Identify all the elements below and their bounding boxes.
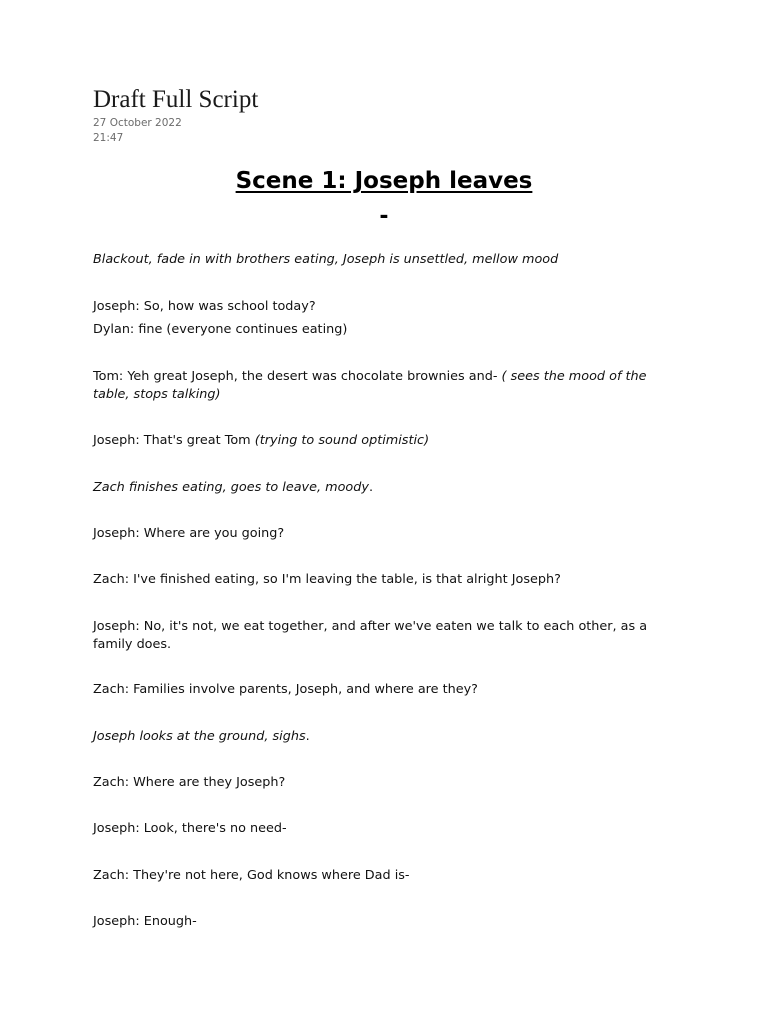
stage-direction-text: Zach finishes eating, goes to leave, moody bbox=[93, 480, 369, 495]
stage-direction bbox=[93, 251, 653, 269]
stage-note: (trying to sound optimistic) bbox=[254, 433, 430, 448]
document-title: Draft Full Script bbox=[93, 86, 259, 113]
dialogue-text: Joseph: Look, there's no need- bbox=[93, 821, 287, 836]
dialogue-line bbox=[93, 525, 653, 543]
dialogue-line bbox=[93, 820, 653, 838]
stage-direction-line bbox=[93, 479, 653, 497]
dialogue-line bbox=[93, 432, 653, 450]
stage-direction-line bbox=[93, 728, 653, 746]
dialogue-text: Zach: Families involve parents, Joseph, and where are they? bbox=[93, 682, 478, 697]
document-time: 21:47 bbox=[93, 132, 124, 144]
scene-heading-dash: - bbox=[379, 204, 389, 229]
dialogue-line bbox=[93, 681, 653, 699]
stage-direction-period: . bbox=[305, 729, 310, 744]
dialogue-line bbox=[93, 913, 653, 931]
dialogue-line bbox=[93, 618, 653, 654]
stage-direction-period: . bbox=[368, 480, 374, 495]
dialogue-line bbox=[93, 867, 653, 885]
scene-heading: Scene 1: Joseph leaves bbox=[235, 168, 533, 194]
document-date: 27 October 2022 bbox=[93, 117, 182, 129]
dialogue-text: Dylan: fine (everyone continues eating) bbox=[93, 322, 348, 337]
stage-note: ( sees the mood of the table, stops talking) bbox=[93, 369, 647, 402]
stage-direction-text: Joseph looks at the ground, sighs bbox=[93, 729, 306, 744]
dialogue-line bbox=[93, 571, 653, 589]
dialogue-text: Joseph: So, how was school today? bbox=[93, 299, 316, 314]
dialogue-text: Joseph: No, it's not, we eat together, and after we've eaten we talk to each other, as a family does. bbox=[93, 619, 648, 652]
dialogue-line bbox=[93, 298, 653, 316]
dialogue-line bbox=[93, 321, 653, 339]
dialogue-text: Joseph: Enough- bbox=[93, 914, 197, 929]
dialogue-line bbox=[93, 368, 653, 404]
stage-direction-text: Blackout, fade in with brothers eating, Joseph is unsettled, mellow mood bbox=[93, 252, 559, 267]
dialogue-text: Zach: Where are they Joseph? bbox=[93, 775, 286, 790]
dialogue-text: Zach: They're not here, God knows where Dad is- bbox=[93, 868, 410, 883]
dialogue-text: Tom: Yeh great Joseph, the desert was chocolate brownies and- bbox=[93, 369, 502, 384]
dialogue-line bbox=[93, 774, 653, 792]
dialogue-text: Joseph: Where are you going? bbox=[93, 526, 285, 541]
dialogue-text: Zach: I've finished eating, so I'm leaving the table, is that alright Joseph? bbox=[93, 572, 561, 587]
dialogue-text: Joseph: That's great Tom bbox=[93, 433, 255, 448]
